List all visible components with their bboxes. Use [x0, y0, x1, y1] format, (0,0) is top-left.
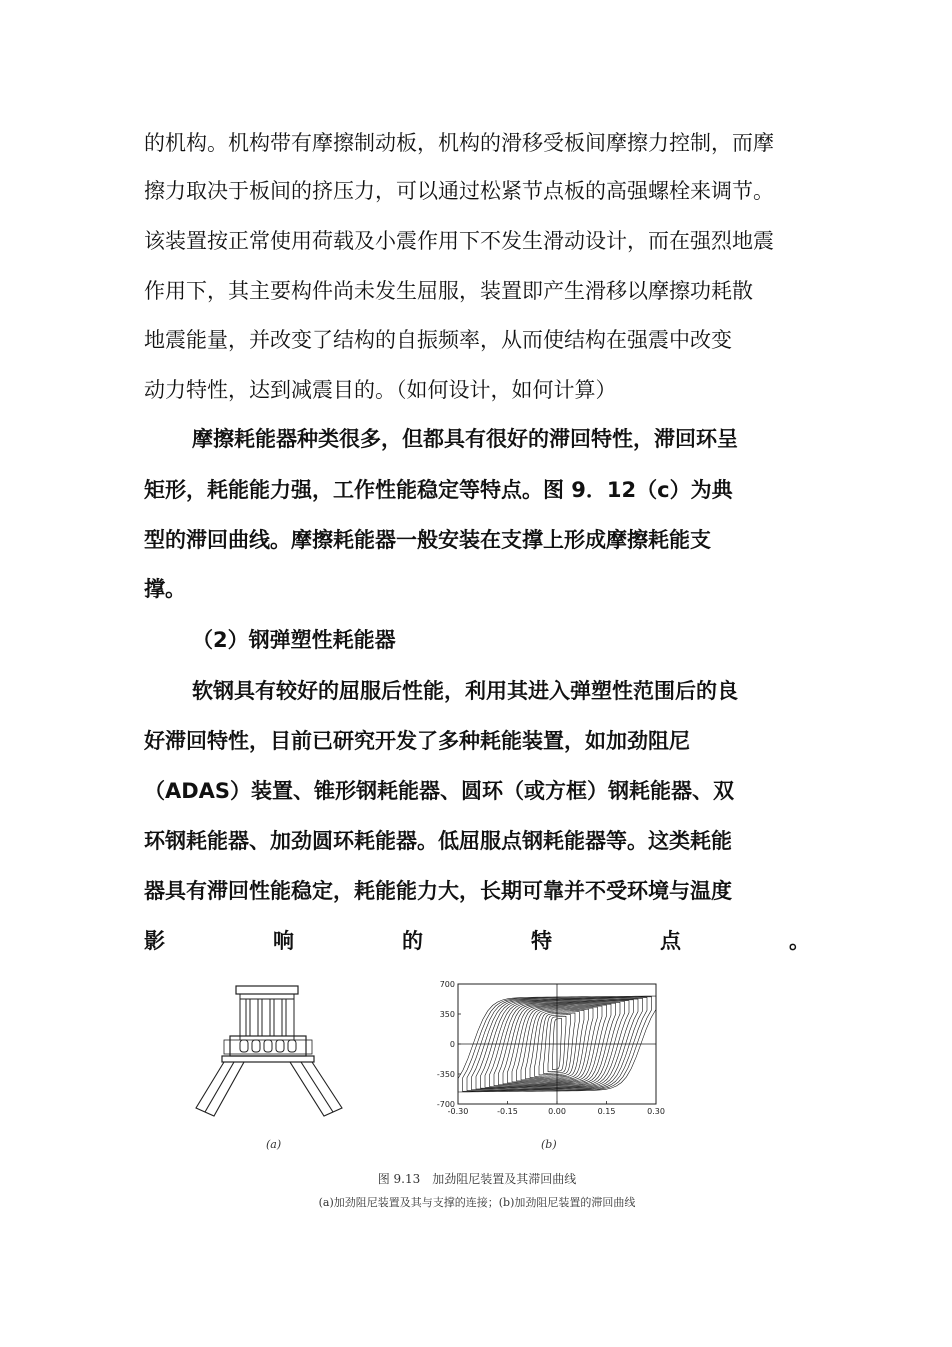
p1-line-3: 该装置按正常使用荷载及小震作用下不发生滑动设计，而在强烈地震: [144, 229, 774, 253]
x-tick-label-1: -0.15: [497, 1107, 518, 1116]
p3-line-4: 环钢耗能器、加劲圆环耗能器。低屈服点钢耗能器等。这类耗能: [144, 829, 732, 853]
figure-label-a: (a): [266, 1138, 282, 1151]
adas-device-drawing: [194, 980, 364, 1130]
y-tick-label-1: 350: [439, 1010, 455, 1019]
figure-caption: 图 9.13 加劲阻尼装置及其滞回曲线: [377, 1172, 577, 1186]
p3-last-char-4: 特: [531, 929, 552, 953]
x-tick-label-0: -0.30: [447, 1107, 469, 1116]
y-tick-label-0: 700: [439, 980, 455, 989]
p2-line-1: 摩擦耗能器种类很多，但都具有很好的滞回特性，滞回环呈: [192, 427, 738, 451]
x-tick-label-2: 0.00: [548, 1107, 566, 1116]
figure-label-b: (b): [541, 1138, 557, 1151]
hysteresis-chart: [428, 974, 668, 1124]
p3-last-char-3: 的: [402, 929, 423, 953]
x-tick-label-4: 0.30: [647, 1107, 665, 1116]
p2-line-3: 型的滞回曲线。摩擦耗能器一般安装在支撑上形成摩擦耗能支: [144, 528, 711, 552]
section-heading: （2）钢弹塑性耗能器: [192, 628, 396, 652]
p2-line-4: 撑。: [144, 577, 186, 601]
p3-last-char-2: 响: [273, 929, 294, 953]
p3-line-5: 器具有滞回性能稳定，耗能能力大，长期可靠并不受环境与温度: [144, 879, 732, 903]
p1-line-6: 动力特性，达到减震目的。（如何设计，如何计算）: [144, 378, 617, 402]
y-tick-label-2: 0: [449, 1040, 455, 1049]
p3-last-char-6: 。: [789, 929, 810, 953]
p2-line-2: 矩形，耗能能力强，工作性能稳定等特点。图 9．12（c）为典: [144, 478, 733, 502]
figure-caption-detail: (a)加劲阻尼装置及其与支撑的连接；(b)加劲阻尼装置的滞回曲线: [318, 1196, 636, 1209]
p1-line-2: 擦力取决于板间的挤压力，可以通过松紧节点板的高强螺栓来调节。: [144, 179, 774, 203]
p1-line-1: 的机构。机构带有摩擦制动板，机构的滑移受板间摩擦力控制，而摩: [144, 131, 774, 155]
p3-line-2: 好滞回特性，目前已研究开发了多种耗能装置，如加劲阻尼: [144, 729, 690, 753]
x-tick-label-3: 0.15: [597, 1107, 616, 1116]
figure-9-13: [144, 972, 810, 1212]
p3-line-6: [144, 926, 810, 956]
p1-line-4: 作用下，其主要构件尚未发生屈服，装置即产生滑移以摩擦功耗散: [144, 279, 753, 303]
p3-last-char-1: 影: [144, 929, 165, 953]
p1-line-5: 地震能量，并改变了结构的自振频率，从而使结构在强震中改变: [144, 328, 732, 352]
y-tick-label-3: -350: [436, 1070, 455, 1079]
p3-line-3: （ADAS）装置、锥形钢耗能器、圆环（或方框）钢耗能器、双: [144, 779, 735, 803]
y-tick-label-4: -700: [436, 1100, 455, 1109]
p3-last-char-5: 点: [660, 929, 681, 953]
p3-line-1: 软钢具有较好的屈服后性能，利用其进入弹塑性范围后的良: [192, 679, 738, 703]
